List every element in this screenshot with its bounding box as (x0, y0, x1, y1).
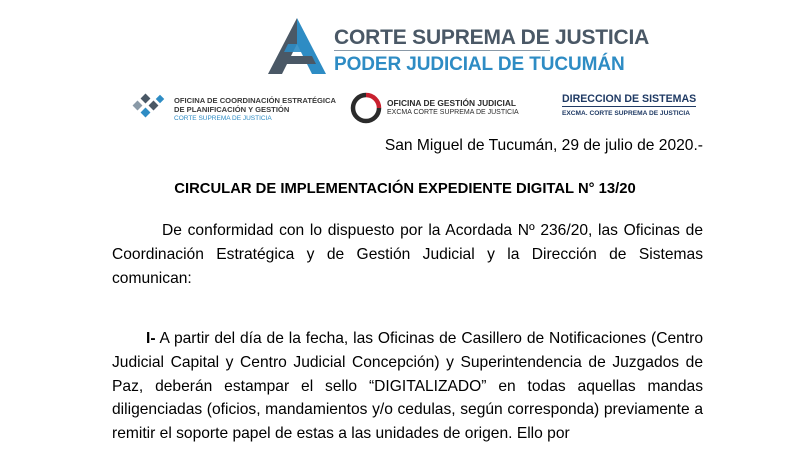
logo-divider (334, 50, 550, 51)
sistemas-office-name: DIRECCION DE SISTEMAS (562, 93, 697, 105)
item-1-text: A partir del día de la fecha, las Oficinas de Casillero de Notificaciones (Centro Judicial Capital y Centro Judicial Concepción) y Superintendencia de Juzgados de Paz, deberán estampar el sello “DIGITALIZADO” en todas aquellas mandas diligenciadas (oficios, mandamientos y/o cedulas, según corresponda) previamente a remitir el soporte papel de estas a las unidades de origen. Ello por (112, 330, 703, 443)
planificacion-office-name (174, 96, 336, 123)
logo-subtitle: PODER JUDICIAL DE TUCUMÁN (334, 54, 625, 75)
gestion-ring-icon (350, 92, 382, 124)
corte-suprema-logo (266, 16, 650, 78)
intro-paragraph: De conformidad con lo dispuesto por la Acordada Nº 236/20, las Oficinas de Coordinación Estratégica y de Gestión Judicial y la Dirección de Sistemas comunican: (112, 222, 703, 287)
planificacion-line2: DE PLANIFICACIÓN Y GESTIÓN (174, 105, 290, 114)
logo-title: CORTE SUPREMA DE JUSTICIA (334, 26, 650, 49)
sistemas-office-sub: EXCMA. CORTE SUPREMA DE JUSTICIA (562, 110, 690, 117)
planificacion-emblem-icon (130, 92, 166, 120)
item-1-paragraph (112, 327, 703, 446)
planificacion-line3: CORTE SUPREMA DE JUSTICIA (174, 115, 272, 122)
item-1-label: I- (146, 330, 156, 347)
gestion-office-sub: EXCMA CORTE SUPREMA DE JUSTICIA (387, 109, 519, 116)
gestion-office-name: OFICINA DE GESTIÓN JUDICIAL (387, 98, 517, 108)
planificacion-line1: OFICINA DE COORDINACIÓN ESTRATÉGICA (174, 96, 337, 105)
document-title: CIRCULAR DE IMPLEMENTACIÓN EXPEDIENTE DIGITAL N° 13/20 (174, 181, 636, 197)
document-date: San Miguel de Tucumán, 29 de julio de 2020.- (384, 137, 703, 154)
court-emblem-icon (266, 16, 328, 78)
